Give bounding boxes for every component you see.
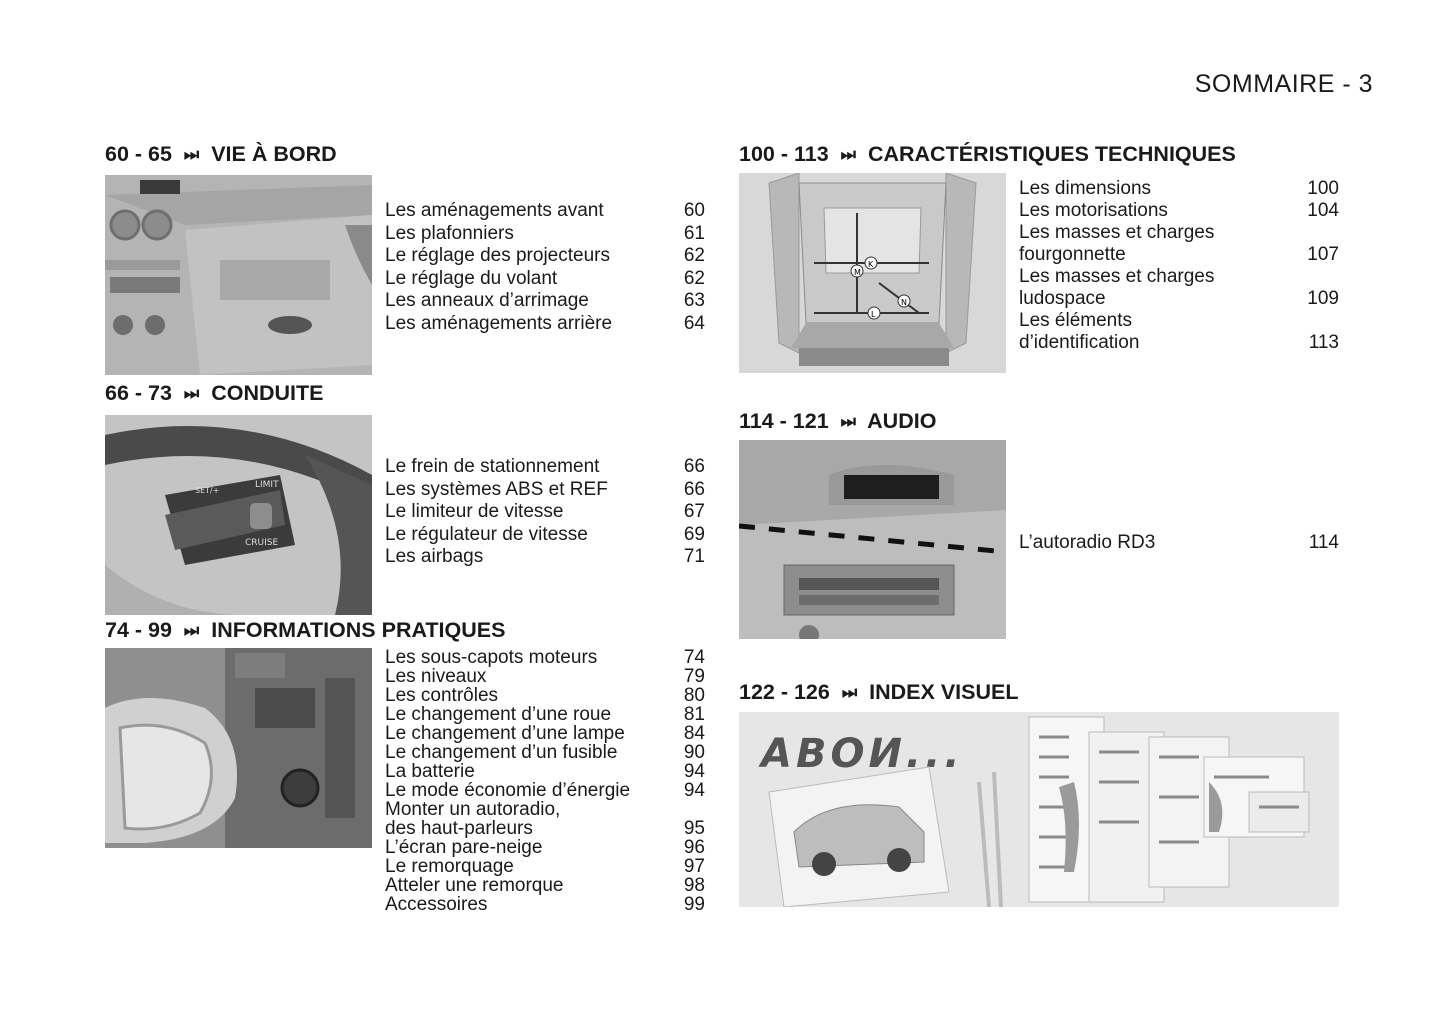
entry-page bbox=[1295, 222, 1339, 244]
toc-entry[interactable] bbox=[385, 857, 705, 876]
toc-entry[interactable] bbox=[385, 705, 705, 724]
entry-page: 107 bbox=[1307, 244, 1339, 265]
section-range: 60 - 65 bbox=[105, 142, 172, 166]
entry-label: L’autoradio RD3 bbox=[1019, 532, 1156, 553]
section-heading-conduite bbox=[105, 381, 324, 406]
entry-page: 100 bbox=[1307, 178, 1339, 199]
entry-label: Atteler une remorque bbox=[385, 875, 564, 896]
toc-list-conduite bbox=[385, 456, 705, 569]
entry-page: 62 bbox=[683, 245, 705, 267]
section-heading-caracteristiques bbox=[739, 142, 1236, 167]
toc-entry[interactable] bbox=[385, 724, 705, 743]
entry-label: Le régulateur de vitesse bbox=[385, 523, 588, 545]
section-title: INFORMATIONS PRATIQUES bbox=[211, 618, 506, 642]
audio-photo bbox=[739, 440, 1006, 639]
entry-page: 114 bbox=[1308, 532, 1339, 553]
entry-page: 61 bbox=[683, 222, 705, 244]
entry-label: Le changement d’un fusible bbox=[385, 742, 618, 763]
skip-forward-icon: ⏭ bbox=[840, 412, 856, 431]
entry-page: 109 bbox=[1307, 288, 1339, 309]
entry-label: des haut-parleurs bbox=[385, 818, 533, 839]
skip-forward-icon: ⏭ bbox=[183, 384, 200, 403]
entry-label: Les plafonniers bbox=[385, 222, 514, 244]
entry-page: 94 bbox=[683, 761, 705, 782]
toc-entry[interactable] bbox=[385, 800, 705, 819]
section-range: 66 - 73 bbox=[105, 381, 172, 405]
entry-label: Les niveaux bbox=[385, 666, 487, 687]
toc-entry[interactable] bbox=[1019, 244, 1339, 266]
toc-entry[interactable] bbox=[385, 501, 705, 524]
entry-label: Le changement d’une roue bbox=[385, 704, 612, 725]
index-visuel-illustration bbox=[739, 712, 1339, 907]
entry-page bbox=[1295, 266, 1339, 288]
toc-entry[interactable] bbox=[385, 546, 705, 569]
entry-page: 90 bbox=[683, 742, 705, 763]
entry-label: Le changement d’une lampe bbox=[385, 723, 625, 744]
section-title: INDEX VISUEL bbox=[869, 680, 1019, 704]
section-range: 100 - 113 bbox=[739, 142, 829, 166]
entry-label: ludospace bbox=[1019, 288, 1106, 309]
skip-forward-icon: ⏭ bbox=[183, 621, 200, 640]
entry-page: 79 bbox=[683, 666, 705, 687]
entry-label: d’identification bbox=[1019, 332, 1140, 353]
toc-list-informations-pratiques bbox=[385, 648, 705, 914]
entry-label: Les éléments bbox=[1019, 310, 1133, 331]
entry-label: Les contrôles bbox=[385, 685, 499, 706]
entry-page: 69 bbox=[683, 523, 705, 545]
entry-label: Les masses et charges bbox=[1019, 222, 1215, 243]
dashboard-photo bbox=[105, 175, 372, 375]
entry-label: Les aménagements avant bbox=[385, 200, 604, 221]
stalk-label: SET/+ bbox=[195, 486, 220, 495]
section-range: 114 - 121 bbox=[739, 409, 829, 433]
toc-entry[interactable] bbox=[385, 479, 705, 502]
section-heading-informations-pratiques bbox=[105, 618, 505, 643]
toc-entry[interactable] bbox=[1019, 532, 1339, 554]
entry-page: 81 bbox=[683, 704, 705, 725]
entry-page: 84 bbox=[683, 723, 705, 744]
toc-entry[interactable] bbox=[1019, 200, 1339, 222]
toc-list-vie-a-bord bbox=[385, 200, 705, 336]
dimension-letter: K bbox=[868, 260, 874, 269]
toc-entry[interactable] bbox=[385, 648, 705, 667]
entry-label: fourgonnette bbox=[1019, 244, 1126, 265]
index-visuel-lettering: ABOИ... bbox=[761, 731, 964, 777]
skip-forward-icon: ⏭ bbox=[840, 145, 856, 164]
section-title: AUDIO bbox=[867, 409, 937, 433]
toc-entry[interactable] bbox=[385, 781, 705, 800]
entry-page: 113 bbox=[1308, 332, 1339, 353]
toc-entry[interactable] bbox=[1019, 332, 1339, 354]
toc-entry[interactable] bbox=[385, 819, 705, 838]
toc-list-caracteristiques bbox=[1019, 178, 1339, 354]
toc-entry[interactable] bbox=[385, 876, 705, 895]
entry-page: 95 bbox=[683, 818, 705, 839]
entry-page: 97 bbox=[683, 856, 705, 877]
toc-entry[interactable] bbox=[385, 245, 705, 268]
dimension-letter: L bbox=[871, 310, 876, 319]
entry-page: 74 bbox=[683, 647, 705, 668]
toc-entry[interactable] bbox=[385, 200, 705, 223]
entry-page: 96 bbox=[683, 837, 705, 858]
toc-entry[interactable] bbox=[385, 290, 705, 313]
toc-entry[interactable] bbox=[1019, 266, 1339, 288]
skip-forward-icon: ⏭ bbox=[841, 683, 858, 702]
toc-entry[interactable] bbox=[385, 313, 705, 336]
entry-label: L’écran pare-neige bbox=[385, 837, 543, 858]
section-heading-audio bbox=[739, 409, 936, 434]
toc-entry[interactable] bbox=[385, 743, 705, 762]
entry-page: 94 bbox=[683, 780, 705, 801]
toc-entry[interactable] bbox=[1019, 310, 1339, 332]
entry-page: 99 bbox=[683, 894, 705, 915]
entry-label: Les motorisations bbox=[1019, 200, 1168, 221]
section-title: CARACTÉRISTIQUES TECHNIQUES bbox=[867, 142, 1236, 166]
toc-entry[interactable] bbox=[385, 456, 705, 479]
toc-entry[interactable] bbox=[385, 686, 705, 705]
stalk-label: LIMIT bbox=[255, 480, 279, 490]
section-heading-vie-a-bord bbox=[105, 142, 337, 167]
entry-page: 62 bbox=[683, 267, 705, 289]
entry-page: 67 bbox=[683, 501, 705, 523]
entry-page: 104 bbox=[1307, 200, 1339, 221]
dimension-letter: N bbox=[901, 298, 907, 307]
engine-bay-photo bbox=[105, 648, 372, 848]
entry-label: La batterie bbox=[385, 761, 475, 782]
entry-page: 66 bbox=[683, 478, 705, 500]
section-title: CONDUITE bbox=[211, 381, 324, 405]
entry-page: 98 bbox=[683, 875, 705, 896]
toc-entry[interactable] bbox=[385, 524, 705, 547]
entry-label: Les anneaux d’arrimage bbox=[385, 290, 589, 312]
entry-page: 66 bbox=[683, 456, 705, 477]
section-heading-index-visuel bbox=[739, 680, 1018, 705]
entry-label: Le frein de stationnement bbox=[385, 456, 600, 477]
cargo-dimensions-photo bbox=[739, 173, 1006, 373]
skip-forward-icon: ⏭ bbox=[183, 145, 200, 164]
entry-page: 60 bbox=[683, 200, 705, 221]
toc-entry[interactable] bbox=[385, 268, 705, 291]
toc-entry[interactable] bbox=[1019, 288, 1339, 310]
stalk-label: CRUISE bbox=[245, 538, 279, 548]
steering-stalk-photo bbox=[105, 415, 372, 615]
section-title: VIE À BORD bbox=[211, 142, 337, 166]
entry-label: Accessoires bbox=[385, 894, 488, 915]
entry-label: Les sous-capots moteurs bbox=[385, 647, 598, 668]
section-range: 122 - 126 bbox=[739, 680, 830, 704]
toc-list-audio bbox=[1019, 532, 1339, 554]
toc-entry[interactable] bbox=[385, 895, 705, 914]
entry-page bbox=[1295, 310, 1339, 332]
entry-label: Le réglage du volant bbox=[385, 267, 558, 289]
toc-entry[interactable] bbox=[385, 667, 705, 686]
entry-label: Monter un autoradio, bbox=[385, 799, 561, 820]
entry-label: Le limiteur de vitesse bbox=[385, 501, 564, 523]
toc-entry[interactable] bbox=[385, 838, 705, 857]
entry-label: Le remorquage bbox=[385, 856, 514, 877]
entry-page: 80 bbox=[683, 685, 705, 706]
entry-label: Le réglage des projecteurs bbox=[385, 245, 610, 267]
section-range: 74 - 99 bbox=[105, 618, 172, 642]
entry-label: Les systèmes ABS et REF bbox=[385, 478, 608, 500]
entry-label: Les aménagements arrière bbox=[385, 312, 613, 334]
page-title: SOMMAIRE - 3 bbox=[1194, 70, 1373, 98]
toc-entry[interactable] bbox=[385, 762, 705, 781]
entry-label: Les dimensions bbox=[1019, 178, 1152, 199]
entry-page: 63 bbox=[683, 290, 705, 312]
entry-page bbox=[661, 800, 705, 819]
entry-page: 64 bbox=[683, 312, 705, 334]
entry-label: Les airbags bbox=[385, 546, 484, 568]
dimension-letter: M bbox=[854, 268, 861, 277]
toc-entry[interactable] bbox=[1019, 222, 1339, 244]
toc-entry[interactable] bbox=[385, 223, 705, 246]
toc-entry[interactable] bbox=[1019, 178, 1339, 200]
entry-page: 71 bbox=[683, 546, 705, 568]
entry-label: Les masses et charges bbox=[1019, 266, 1215, 287]
entry-label: Le mode économie d’énergie bbox=[385, 780, 631, 801]
